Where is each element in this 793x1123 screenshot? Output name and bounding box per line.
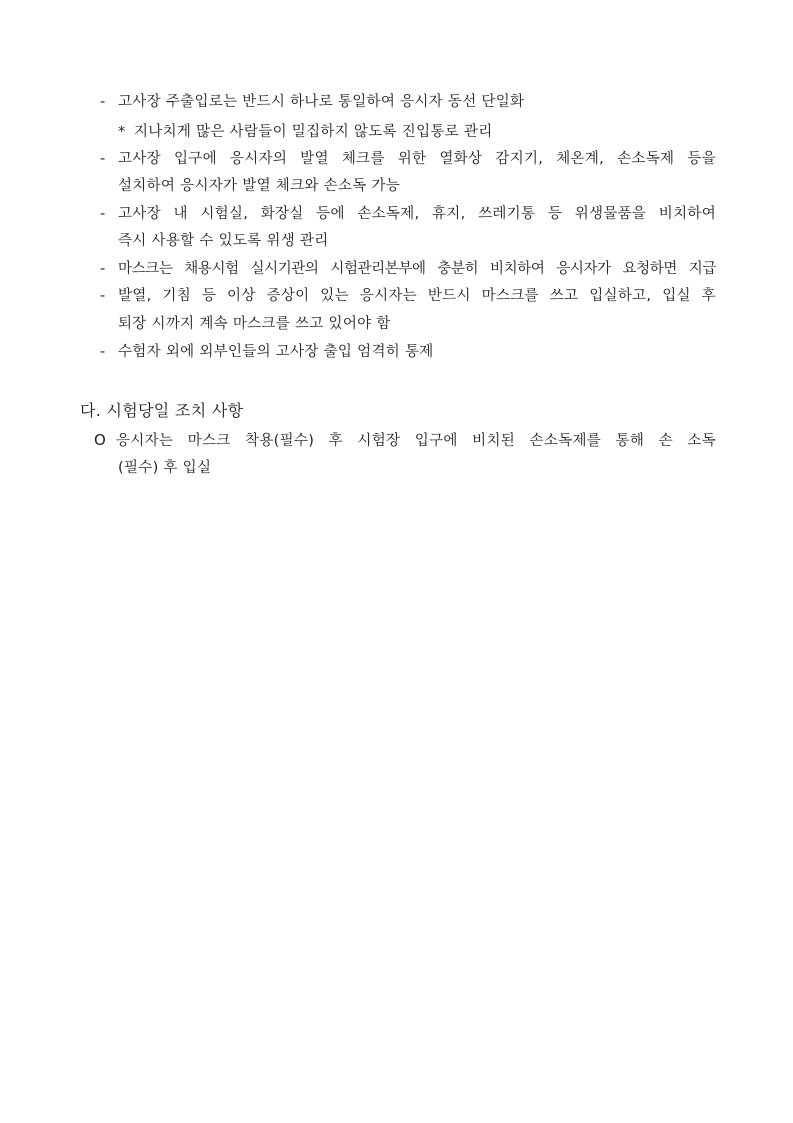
- item-text: 고사장 주출입로는 반드시 하나로 통일하여 응시자 동선 단일화: [118, 94, 525, 110]
- item-text: 설치하여 응시자가 발열 체크와 손소독 가능: [118, 178, 401, 194]
- circle-item: [94, 430, 716, 451]
- item-text: 응시자는 마스크 착용(필수) 후 시험장 입구에 비치된 손소독제를 통해 손 소독: [116, 433, 716, 449]
- bullet-item: [100, 204, 716, 224]
- bullet-item: [100, 92, 524, 112]
- circle-marker: O: [94, 431, 107, 449]
- bullet-item: [100, 342, 434, 362]
- dash-marker: -: [100, 288, 106, 304]
- item-text: 발열, 기침 등 이상 증상이 있는 응시자는 반드시 마스크를 쓰고 입실하고, 입실 후: [118, 288, 716, 304]
- section-heading: 다. 시험당일 조치 사항: [80, 401, 244, 420]
- item-text: 수험자 외에 외부인들의 고사장 출입 엄격히 통제: [118, 344, 434, 360]
- item-text: 마스크는 채용시험 실시기관의 시험관리본부에 충분히 비치하여 응시자가 요청하면 지급: [118, 261, 716, 277]
- bullet-item-continuation: [118, 314, 391, 334]
- bullet-item: [100, 286, 716, 306]
- asterisk-marker: *: [118, 124, 126, 140]
- dash-marker: -: [100, 151, 106, 167]
- item-text: 고사장 내 시험실, 화장실 등에 손소독제, 휴지, 쓰레기통 등 위생물품을 비치하여: [118, 206, 716, 222]
- note-item: [118, 122, 493, 142]
- item-text: 고사장 입구에 응시자의 발열 체크를 위한 열화상 감지기, 체온계, 손소독제 등을: [118, 151, 716, 167]
- bullet-item-continuation: [118, 176, 400, 196]
- bullet-item-continuation: [118, 231, 329, 251]
- bullet-item: [100, 259, 716, 279]
- item-text: 퇴장 시까지 계속 마스크를 쓰고 있어야 함: [118, 316, 391, 332]
- dash-marker: -: [100, 94, 106, 110]
- circle-item-continuation: [118, 458, 211, 478]
- dash-marker: -: [100, 261, 106, 277]
- bullet-item: [100, 149, 716, 169]
- item-text: (필수) 후 입실: [118, 460, 212, 476]
- dash-marker: -: [100, 344, 106, 360]
- item-text: 즉시 사용할 수 있도록 위생 관리: [118, 233, 329, 249]
- item-text: 지나치게 많은 사람들이 밀집하지 않도록 진입통로 관리: [134, 124, 493, 140]
- dash-marker: -: [100, 206, 106, 222]
